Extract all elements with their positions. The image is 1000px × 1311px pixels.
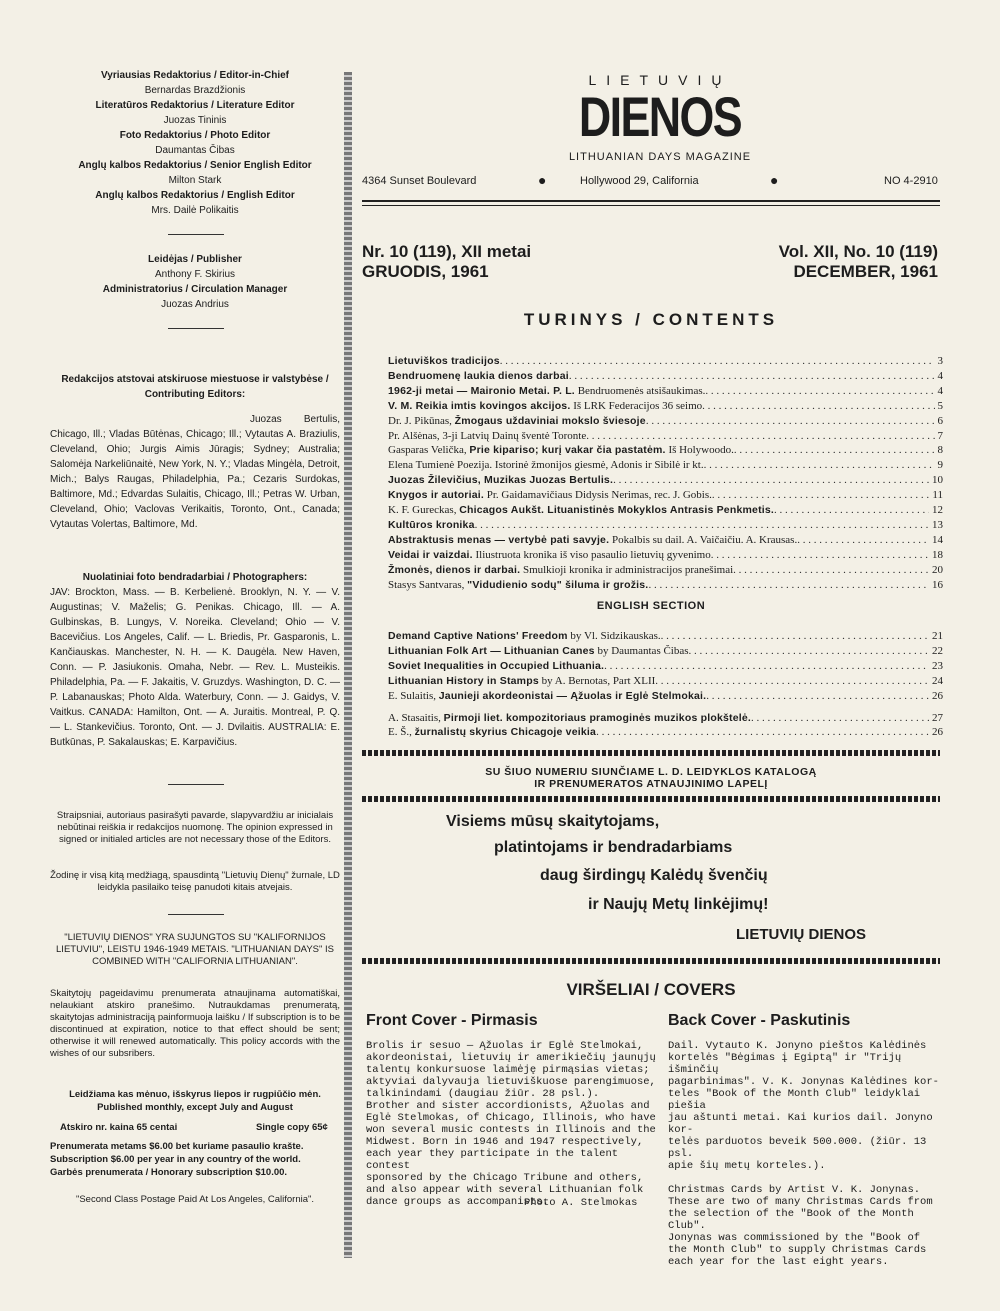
toc-entry: [388, 726, 943, 740]
toc-entry-title: [388, 564, 733, 578]
toc-leader: [706, 690, 929, 704]
toc-entry-text: Iš LRK Federacijos 36 seimo: [570, 399, 703, 412]
toc-entry: [388, 534, 943, 548]
toc-entry-text: Soviet Inequalities in Occupied Lithuania.: [388, 659, 605, 672]
toc-entry-title: [388, 415, 646, 429]
toc-page-number: 12: [932, 504, 943, 516]
toc-entry-text: Gasparas Velička,: [388, 444, 470, 457]
toc-entry-text: by Vl. Sidzikauskas.: [567, 630, 661, 642]
toc-entry: [388, 690, 943, 704]
toc-entry: [388, 660, 943, 674]
toc-entry-title: [388, 579, 648, 593]
divider: [168, 234, 224, 235]
renewal-note: Skaitytojų pageidavimu prenumerata atnaujinama automatiškai, nelaukiant atskiro pranešimo. Nutraukdamas prenumeratą, skaitytojas administraciją painformuoja laišku / If subscription is to be discontinued at expiration, notice to that effect should be sent; otherwise it will renewed automatically. This policy accords with the wishes of our subsribers.: [50, 988, 340, 1059]
greeting-signature: LIETUVIŲ DIENOS: [736, 926, 867, 943]
city: Hollywood 29, California: [580, 175, 699, 187]
toc-entry-text: Juozas Žilevičius, Muzikas Juozas Bertulis.: [388, 474, 614, 487]
toc-entry-text: Žmonės, dienos ir darbai.: [388, 563, 521, 576]
toc-entry-title: [388, 549, 711, 563]
toc-entry-title: [388, 675, 655, 689]
toc-entry-text: Abstraktusis menas — vertybė pati savyje.: [388, 533, 610, 546]
toc-entry-text: Pirmoji liet. kompozitoriaus pramoginės muzikos plokštelė.: [443, 711, 752, 724]
toc-page-number: 11: [932, 489, 943, 502]
toc-entry-text: A. Stasaitis,: [388, 711, 444, 724]
toc-leader: [648, 579, 929, 593]
date-en: DECEMBER, 1961: [793, 262, 938, 281]
toc-entry: [388, 549, 943, 563]
toc-entry: [388, 519, 943, 533]
toc-entry-title: [388, 355, 500, 369]
toc-entry-title: [388, 712, 751, 726]
issue-lt: Nr. 10 (119), XII metai: [362, 242, 532, 261]
toc-leader: [705, 385, 934, 399]
toc-entry-title: [388, 474, 613, 488]
toc-entry-text: Smulkioji kronika ir administracijos pranešimai: [520, 563, 734, 576]
toc-page-number: 22: [932, 644, 943, 657]
toc-entry-text: by Daumantas Čibas: [594, 644, 689, 657]
toc-page-number: 6: [937, 414, 943, 427]
toc-entry-text: E. Š.,: [388, 726, 415, 739]
divider: [168, 784, 224, 785]
toc-leader: [500, 355, 935, 369]
phone: NO 4-2910: [884, 175, 938, 187]
toc-leader: [797, 534, 929, 548]
catalog-note-2: IR PRENUMERATOS ATNAUJINIMO LAPELĮ: [534, 778, 768, 790]
toc-entry: [388, 712, 943, 726]
title-lietuviu: LIETUVIŲ: [588, 72, 732, 88]
english-section-heading: ENGLISH SECTION: [596, 600, 706, 612]
toc-entry: [388, 459, 943, 473]
toc-leader: [712, 489, 930, 503]
en-role: Anglų kalbos Redaktorius / English Editor: [95, 190, 295, 201]
contents-heading: TURINYS / CONTENTS: [523, 310, 779, 329]
toc-entry-title: [388, 660, 604, 674]
toc-leader: [702, 400, 934, 414]
toc-entry-text: Pr. Alšėnas, 3-ji Latvių Dainų šventė Toronte: [388, 429, 587, 442]
toc-page-number: 16: [932, 578, 943, 591]
toc-page-number: 8: [937, 444, 943, 457]
toc-page-number: 7: [937, 429, 943, 442]
editor-chief: Bernardas Brazdžionis: [144, 85, 246, 96]
lit-editor-role: Literatūros Redaktorius / Literature Editor: [95, 100, 295, 111]
toc-entry-title: [388, 430, 586, 444]
magazine-subtitle: LITHUANIAN DAYS MAGAZINE: [568, 151, 752, 163]
toc-page-number: 10: [932, 474, 943, 487]
toc-page-number: 3: [937, 355, 943, 367]
toc-page-number: 18: [932, 548, 943, 561]
toc-entry-title: [388, 504, 774, 518]
photo-editor-role: Foto Redaktorius / Photo Editor: [119, 130, 271, 141]
toc-page-number: 5: [937, 399, 943, 412]
toc-entry: [388, 504, 943, 518]
toc-entry-text: Elena Tumienė Poezija. Istorinė žmonijos giesmė, Adonis ir Sibilė ir kt.: [388, 459, 704, 472]
toc-entry: [388, 645, 943, 659]
divider: [168, 914, 224, 915]
lit-editor: Juozas Tininis: [163, 115, 227, 126]
title-dienos: DIENOS: [578, 85, 742, 148]
toc-page-number: 21: [932, 630, 943, 642]
subscription-lt: Prenumerata metams $6.00 bet kuriame pasaulio krašte.: [50, 1141, 304, 1152]
toc-leader: [661, 630, 929, 644]
toc-entry-text: Veidai ir vaizdai.: [388, 548, 473, 561]
toc-entry-text: Kultūros kronika: [388, 518, 475, 531]
toc-entry-title: [388, 385, 705, 399]
column-divider: [344, 72, 352, 1258]
bullet-1: ●: [538, 172, 547, 188]
toc-leader: [689, 645, 929, 659]
toc-entry-text: žurnalistų skyrius Chicagoje veikia: [414, 726, 597, 739]
circulation: Juozas Andrius: [161, 299, 229, 310]
toc-entry-text: Prie kipariso; kurį vakar čia pastatėm.: [469, 444, 666, 457]
toc-entry-title: [388, 645, 689, 659]
subscription-en: Subscription $6.00 per year in any country of the world.: [50, 1154, 301, 1165]
editor-chief-role: Vyriausias Redaktorius / Editor-in-Chief: [100, 70, 289, 81]
toc-entry: [388, 370, 943, 384]
toc-entry-text: Lithuanian Folk Art — Lithuanian Canes: [388, 644, 595, 657]
monthly-lt: Leidžiama kas mėnuo, išskyrus liepos ir rugpiūčio mėn.: [69, 1089, 321, 1100]
monthly-en: Published monthly, except July and August: [97, 1102, 293, 1113]
header-rule-thin: [362, 205, 940, 206]
header-rule: [362, 200, 940, 202]
date-lt: GRUODIS, 1961: [362, 262, 489, 281]
toc-leader: [596, 726, 929, 740]
toc-entry-title: [388, 690, 706, 704]
photo-editor: Daumantas Čibas: [155, 145, 235, 156]
toc-leader: [613, 474, 929, 488]
toc-entry: [388, 415, 943, 429]
back-cover-text: Dail. Vytauto K. Jonyno pieštos Kalėdinės kortelės "Bėgimas į Egiptą" ir "Trijų išminčių pagarbinimas". V. K. Jonynas Kalėdines kor- teles "Book of the Month Club" leidyklai piešia jau aštunti metai. Kai kurios dail. Jonyno kor- telės parduotos beveik 500.000. (žiūr. 13 psl. apie šių metų korteles.). Christmas Cards by Artist V. K. Jonynas. These are two of many Christmas Cards from the selection of the "Book of the Month Club". Jonynas was commissioned by the "Book of the Month Club" to supply Christmas Cards each year for the last eight years.: [668, 1040, 939, 1268]
toc-entry: [388, 444, 943, 458]
issue-en: Vol. XII, No. 10 (119): [778, 242, 938, 261]
publisher-block: [50, 252, 340, 312]
merger-note: "LIETUVIŲ DIENOS" YRA SUJUNGTOS SU "KALIFORNIJOS LIETUVIU", LEISTU 1946-1949 METAIS. "LITHUANIAN DAYS" IS COMBINED WITH "CALIFORNIA LITHUANIAN".: [56, 932, 334, 967]
address: 4364 Sunset Boulevard: [362, 175, 477, 187]
toc-entry: [388, 355, 943, 369]
toc-entry-text: by A. Bernotas, Part XLII: [538, 674, 656, 687]
toc-entry-text: 1962-ji metai — Maironio Metai. P. L.: [388, 384, 575, 397]
wavy-rule: [362, 796, 940, 802]
photographers-text: JAV: Brockton, Mass. — B. Kerbelienė. Brooklyn, N. Y. — V. Augustinas; V. Maželis; G. Penikas. Chicago, Ill. — A. Gulbinskas, B. Lungys, V. Noreika. Cleveland; Ohio — V. Bacevičius. Los Angeles, Calif. — L. Briedis, Pr. Gasparonis, L. Kančiauskas. Manchester, N. H. — K. Daugėla. New Haven, Conn. — P. Jasiukonis. Omaha, Nebr. — Rev. L. Musteikis. Philadelphia, Pa. — F. Jakaitis, V. Gruzdys. Washington, D. C. — P. Labanauskas; Photo Alda. Waterbury, Conn. — J. Gaidys, V. Vaitkus. CANADA: Hamilton, Ont. — A. Juraitis. Montreal, P. Q. — L. Stankevičius. Toronto, Ont. — J. Dvilaitis. AUSTRALIA: E. Butkūnas, P. Sakalauskas; E. Karpavičius.: [50, 587, 340, 748]
toc-entry: [388, 474, 943, 488]
senior-en: Milton Stark: [168, 175, 222, 186]
toc-leader: [586, 430, 934, 444]
wavy-rule: [362, 750, 940, 756]
toc-entry: [388, 579, 943, 593]
catalog-note-1: SU ŠIUO NUMERIU SIUNČIAME L. D. LEIDYKLOS KATALOGĄ: [485, 766, 817, 778]
contributors-text: Juozas Bertulis, Chicago, Ill.; Vladas Būtėnas, Chicago; Ill.; Vytautas A. Braziulis, Cleveland, Ohio; Jurgis Aimis Jūragis; Sydney; Australia; Salomėja Narkeliūnaitė, New York, N. Y.; Vladas Mingėla, Detroit, Mich.; Balys Raugas, Philadelphia, Pa.; Cezaris Surdokas, Baltimore, Md.; Edvardas Sulaitis, Chicago, Ill.; Petras W. Urban, Cleveland, Ohio; Vaclovas Verikaitis, Toronto, Ont., Canada; Vytautas Volertas, Baltimore, Md.: [50, 414, 340, 530]
toc-leader: [733, 564, 929, 578]
toc-page-number: 13: [932, 518, 943, 531]
toc-page-number: 4: [937, 384, 943, 397]
toc-leader: [711, 549, 929, 563]
toc-entry-text: Lithuanian History in Stamps: [388, 674, 539, 687]
toc-leader: [475, 519, 929, 533]
masthead-staff: [50, 68, 340, 218]
toc-page-number: 20: [932, 563, 943, 576]
toc-page-number: 24: [932, 674, 943, 687]
toc-entry-text: Jaunieji akordeonistai — Ąžuolas ir Eglė Stelmokai.: [438, 689, 707, 702]
toc-entry-title: [388, 459, 704, 473]
toc-entry-title: [388, 370, 569, 384]
toc-entry-text: Bendruomenę laukia dienos darbai: [388, 369, 569, 382]
toc-entry-title: [388, 534, 797, 548]
toc-page-number: 23: [932, 659, 943, 672]
honorary-subscription: Garbės prenumerata / Honorary subscription $10.00.: [50, 1167, 288, 1178]
toc-entry-text: Žmogaus uždaviniai mokslo šviesoje: [454, 414, 646, 427]
toc-entry: [388, 675, 943, 689]
toc-entry: [388, 564, 943, 578]
toc-entry: [388, 489, 943, 503]
toc-page-number: 27: [932, 711, 943, 724]
toc-entry-title: [388, 444, 734, 458]
toc-entry-text: "Vidudienio sodų" šiluma ir grožis.: [467, 578, 649, 591]
greeting-line-4: ir Naujų Metų linkėjimų!: [588, 896, 769, 913]
toc-leader: [604, 660, 929, 674]
toc-page-number: 26: [932, 726, 943, 739]
publisher-role: Leidėjas / Publisher: [148, 254, 242, 265]
toc-entry: [388, 400, 943, 414]
toc-entry-text: Dr. J. Pikūnas,: [388, 414, 455, 427]
toc-entry-text: Iš Holywoodo.: [665, 444, 734, 457]
toc-entry-text: Lietuviškos tradicijos: [388, 355, 500, 367]
bullet-2: ●: [770, 172, 779, 188]
single-copy-en: Single copy 65¢: [256, 1122, 328, 1133]
front-cover-credit: Photo A. Stelmokas: [524, 1197, 638, 1209]
toc-entry-text: V. M. Reikia imtis kovingos akcijos.: [388, 399, 571, 412]
opinion-note: Straipsniai, autoriaus pasirašyti pavarde, slapyvardžiu ar inicialais nebūtinai reiškia ir redakcijos nuomonę. The opinion expressed in signed or initialed articles are not necessary those of the Editors.: [56, 810, 334, 845]
toc-entry: [388, 385, 943, 399]
toc-entry-text: Iliustruota kronika iš viso pasaulio lietuvių gyvenimo: [472, 548, 711, 561]
toc-entry-title: [388, 726, 596, 740]
toc-entry-text: Demand Captive Nations' Freedom: [388, 630, 568, 642]
greeting-line-3: daug širdingų Kalėdų švenčių: [540, 867, 768, 884]
front-cover-title: Front Cover - Pirmasis: [366, 1012, 538, 1029]
toc-leader: [655, 675, 929, 689]
toc-entry-title: [388, 489, 712, 503]
publisher: Anthony F. Skirius: [154, 269, 236, 280]
greeting-line-2: platintojams ir bendradarbiams: [494, 839, 733, 856]
toc-entry: [388, 430, 943, 444]
toc-entry-text: Bendruomenės atsišaukimas.: [574, 384, 706, 397]
toc-entry-text: Pr. Gaidamavičiaus Didysis Nerimas, rec. J. Gobis.: [483, 489, 712, 502]
toc-entry-text: Chicagos Aukšt. Lituanistinės Mokyklos Antrasis Penkmetis.: [459, 504, 775, 516]
toc-entry: [388, 630, 943, 644]
back-cover-title: Back Cover - Paskutinis: [668, 1012, 851, 1029]
toc-page-number: 4: [937, 369, 943, 382]
divider: [168, 328, 224, 329]
single-copy-lt: Atskiro nr. kaina 65 centai: [60, 1122, 178, 1133]
greeting-line-1: Visiems mūsų skaitytojams,: [446, 813, 660, 830]
toc-entry-text: K. F. Gureckas,: [388, 504, 460, 516]
toc-entry-text: Stasys Santvaras,: [388, 578, 468, 591]
toc-entry-title: [388, 630, 661, 644]
front-cover-text: Brolis ir sesuo — Ąžuolas ir Eglė Stelmokai, akordeonistai, lietuvių ir amerikiečių jaunųjų talentų konkursuose laimėję pirmąsias vietas; aktyviai dalyvauja lietuviškuose parengimuose, talkinindami (daugiau žiūr. 28 psl.). Brother and sister accordionists, Ąžuolas and Eglė Stelmokas, of Chicago, Illinois, who have won several music contests in Illinois and the Midwest. Born in 1946 and 1947 respectively, each year they participate in the talent contest sponsored by the Chicago Tribune and others, and also appear with several Lithuanian folk dance groups as accompanists.: [366, 1040, 656, 1208]
toc-entry-text: Pokalbis su dail. A. Vaičaičiu. A. Krausas.: [609, 533, 798, 546]
toc-entry-text: Knygos ir autoriai.: [388, 489, 484, 502]
toc-entry-title: [388, 519, 475, 533]
toc-leader: [646, 415, 935, 429]
toc-page-number: 14: [932, 533, 943, 546]
wavy-rule: [362, 958, 940, 964]
covers-heading: VIRŠELIAI / COVERS: [566, 980, 736, 999]
toc-leader: [734, 444, 935, 458]
toc-leader: [569, 370, 935, 384]
toc-leader: [704, 459, 935, 473]
postage-note: "Second Class Postage Paid At Los Angeles, California".: [75, 1194, 315, 1205]
toc-leader: [751, 712, 929, 726]
toc-page-number: 9: [937, 459, 943, 472]
toc-page-number: 26: [932, 689, 943, 702]
en-editor: Mrs. Dailė Polikaitis: [151, 205, 239, 216]
toc-entry-title: [388, 400, 702, 414]
contributors-heading: Redakcijos atstovai atskiruose miestuose ir valstybėse / Contributing Editors:: [61, 374, 329, 400]
toc-leader: [774, 504, 929, 518]
toc-entry-text: E. Sulaitis,: [388, 689, 439, 702]
circulation-role: Administratorius / Circulation Manager: [102, 284, 288, 295]
senior-en-role: Anglų kalbos Redaktorius / Senior English Editor: [78, 160, 312, 171]
photographers-heading: Nuolatiniai foto bendradarbiai / Photographers:: [82, 572, 308, 583]
rights-note: Žodinę ir visą kitą medžiagą, spausdintą "Lietuvių Dienų" žurnale, LD leidykla pasilaiko teisę panudoti kitais atvejais.: [50, 870, 340, 893]
